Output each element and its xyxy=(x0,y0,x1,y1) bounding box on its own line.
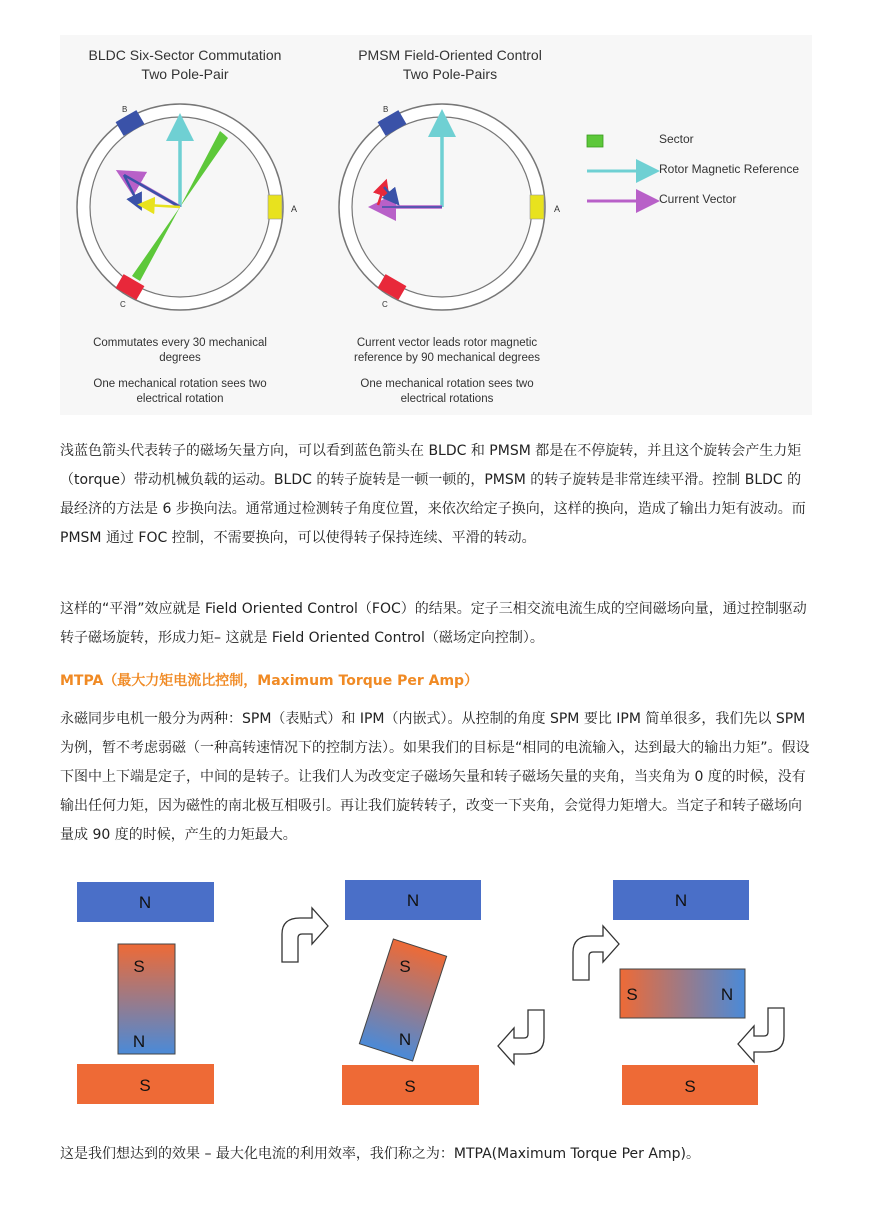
bldc-caption-1-line1: Commutates every 30 mechanical xyxy=(93,337,267,349)
bldc-caption-2-line1: One mechanical rotation sees two xyxy=(93,378,267,390)
pmsm-label-b: B xyxy=(383,105,389,114)
pmsm-caption-1-line2: reference by 90 mechanical degrees xyxy=(353,352,541,364)
rotate-arrow-1 xyxy=(282,908,328,962)
mtpa-diagram xyxy=(60,872,800,1124)
stator-north-label-3: N xyxy=(674,891,688,910)
rotor-south-label-2: S xyxy=(399,957,411,976)
legend-sector-swatch xyxy=(587,135,603,147)
bldc-label-c: C xyxy=(120,300,126,309)
bldc-caption-2 xyxy=(60,377,300,407)
legend-rotor-ref-label: Rotor Magnetic Reference xyxy=(659,162,800,176)
rotor-south-label-1: S xyxy=(133,957,145,976)
rotor-south-label-3: S xyxy=(626,985,638,1004)
bldc-label-b: B xyxy=(122,105,128,114)
bldc-caption-1-line2: degrees xyxy=(159,352,201,364)
pmsm-caption-1 xyxy=(322,336,572,366)
bldc-pole-a xyxy=(268,195,282,219)
bldc-motor xyxy=(77,104,297,310)
panel-90-degree xyxy=(613,880,758,1105)
legend xyxy=(587,135,648,201)
pmsm-title-line1: PMSM Field-Oriented Control xyxy=(358,47,542,63)
rotor-north-label-2: N xyxy=(398,1030,412,1049)
rotor-1 xyxy=(118,944,175,1054)
pmsm-caption-1-line1: Current vector leads rotor magnetic xyxy=(356,337,538,349)
bldc-title-line1: BLDC Six-Sector Commutation xyxy=(88,47,282,63)
bldc-caption-1 xyxy=(60,336,300,366)
stator-north-label-1: N xyxy=(138,893,152,912)
bldc-pmsm-figure xyxy=(60,35,812,415)
pmsm-title-line2: Two Pole-Pairs xyxy=(402,66,498,82)
rotate-arrow-2 xyxy=(498,1010,544,1064)
paragraph-2: 这样的“平滑”效应就是 Field Oriented Control（FOC）的结果。定子三相交流电流生成的空间磁场向量，通过控制驱动转子磁场旋转，形成力矩– 这就是 Field Oriented Control（磁场定向控制）。 xyxy=(60,601,807,646)
bldc-title-line2: Two Pole-Pair xyxy=(141,66,229,82)
stator-south-label-3: S xyxy=(684,1077,696,1096)
rotate-arrow-3 xyxy=(573,926,619,980)
bldc-label-a: A xyxy=(291,204,298,214)
panel-0-degree xyxy=(77,882,214,1104)
mtpa-figure xyxy=(60,872,800,1124)
bldc-caption-2-line2: electrical rotation xyxy=(136,393,224,405)
pmsm-label-c: C xyxy=(382,300,388,309)
paragraph-3: 永磁同步电机一般分为两种：SPM（表贴式）和 IPM（内嵌式）。从控制的角度 SPM 要比 IPM 简单很多，我们先以 SPM 为例，暂不考虑弱磁（一种高转速情况下的控制方法）。如果我们的目标是“相同的电流输入，达到最大的输出力矩”。假设下图中上下端是定子，中间的是转子。让我们人为改变定子磁场矢量和转子磁场矢量的夹角，当夹角为 0 度的时候，没有输出任何力矩，因为磁性的南北极互相吸引。再让我们旋转转子，改变一下夹角，会觉得力矩增大。当定子和转子磁场向量成 90 度的时候，产生的力矩最大。 xyxy=(60,711,810,843)
pmsm-caption-2-line2: electrical rotations xyxy=(400,393,494,405)
paragraph-4: 这是我们想达到的效果 – 最大化电流的利用效率，我们称之为：MTPA(Maximum Torque Per Amp)。 xyxy=(60,1146,700,1162)
legend-current-label: Current Vector xyxy=(659,192,737,206)
pmsm-caption-2 xyxy=(322,377,572,407)
pmsm-label-a: A xyxy=(554,204,561,214)
rotor-north-label-3: N xyxy=(720,985,734,1004)
pmsm-motor xyxy=(339,104,560,310)
rotor-north-label-1: N xyxy=(132,1032,146,1051)
stator-south-label-2: S xyxy=(404,1077,416,1096)
pmsm-pole-a xyxy=(530,195,544,219)
pmsm-caption-2-line1: One mechanical rotation sees two xyxy=(360,378,534,390)
stator-north-label-2: N xyxy=(406,891,420,910)
stator-south-label-1: S xyxy=(139,1076,151,1095)
paragraph-1: 浅蓝色箭头代表转子的磁场矢量方向，可以看到蓝色箭头在 BLDC 和 PMSM 都是在不停旋转，并且这个旋转会产生力矩（torque）带动机械负载的运动。BLDC 的转子旋转是一顿一顿的，PMSM 的转子旋转是非常连续平滑。控制 BLDC 的最经济的方法是 6 步换向法。通常通过检测转子角度位置，来依次给定子换向，这样的换向，造成了输出力矩有波动。而 PMSM 通过 FOC 控制，不需要换向，可以使得转子保持连续、平滑的转动。 xyxy=(60,443,806,546)
section-heading-mtpa: MTPA（最大力矩电流比控制，Maximum Torque Per Amp） xyxy=(60,673,479,689)
legend-sector-label: Sector xyxy=(659,132,694,146)
panel-rotated xyxy=(342,880,481,1105)
